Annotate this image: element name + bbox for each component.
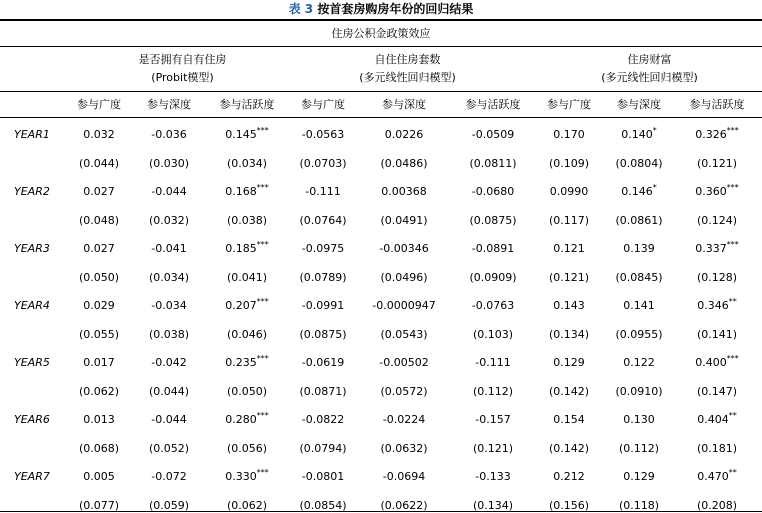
std-error-cell: (0.0861) (615, 214, 663, 227)
std-error-cell: (0.056) (226, 442, 268, 455)
coef-value: 0.00368 (381, 185, 427, 198)
coef-cell (604, 413, 674, 427)
coef-cell (212, 128, 282, 142)
std-error-cell: (0.038) (148, 328, 190, 341)
std-error-cell: (0.0496) (380, 271, 428, 284)
std-error-cell: (0.062) (78, 385, 120, 398)
coef-cell (458, 242, 528, 256)
coef-value: 0.470 (697, 470, 729, 483)
coef-cell (682, 299, 752, 313)
coef-value: 0.212 (553, 470, 585, 483)
coef-cell (288, 356, 358, 370)
coef-value: 0.0226 (384, 128, 424, 141)
group-header-3-model: (多元线性回归模型) (601, 71, 698, 84)
coef-value: 0.154 (553, 413, 585, 426)
std-error-cell: (0.208) (696, 499, 738, 512)
significance-stars: *** (726, 183, 739, 192)
significance-stars: *** (256, 297, 269, 306)
coef-value: 0.143 (553, 299, 585, 312)
std-error-cell: (0.059) (148, 499, 190, 512)
coef-value: 0.145 (225, 128, 257, 141)
coef-value: -0.0991 (301, 299, 345, 312)
coef-value: -0.036 (151, 128, 187, 141)
coef-value: -0.157 (475, 413, 511, 426)
std-error-cell: (0.112) (472, 385, 514, 398)
coef-cell (604, 128, 674, 142)
std-error-cell: (0.121) (472, 442, 514, 455)
std-error-cell: (0.077) (78, 499, 120, 512)
coef-cell (682, 413, 752, 427)
coef-cell (369, 356, 439, 370)
coef-cell (288, 128, 358, 142)
std-error-cell: (0.142) (548, 442, 590, 455)
coef-value: -0.0224 (382, 413, 426, 426)
coef-value: -0.0680 (471, 185, 515, 198)
std-error-cell: (0.030) (148, 157, 190, 170)
std-error-cell: (0.050) (226, 385, 268, 398)
coef-value: 0.207 (225, 299, 257, 312)
col-header-1: 参与广度 (77, 98, 121, 111)
coef-cell (604, 299, 674, 313)
coef-cell (134, 128, 204, 142)
std-error-cell: (0.046) (226, 328, 268, 341)
std-error-cell: (0.0955) (615, 328, 663, 341)
row-label-2: YEAR2 (14, 185, 50, 198)
std-error-cell: (0.181) (696, 442, 738, 455)
coef-cell (369, 413, 439, 427)
coef-value: -0.044 (151, 185, 187, 198)
coef-cell (604, 185, 674, 199)
coef-value: 0.013 (83, 413, 115, 426)
coef-value: -0.0822 (301, 413, 345, 426)
coef-cell (134, 413, 204, 427)
coef-value: -0.042 (151, 356, 187, 369)
coef-value: 0.032 (83, 128, 115, 141)
std-error-cell: (0.0572) (380, 385, 428, 398)
coef-cell (534, 185, 604, 199)
std-error-cell: (0.0543) (380, 328, 428, 341)
coef-cell (458, 470, 528, 484)
group-header-1-name: 是否拥有自有住房 (138, 53, 227, 66)
col-header-4: 参与广度 (301, 98, 345, 111)
coef-cell (534, 299, 604, 313)
std-error-cell: (0.124) (696, 214, 738, 227)
coef-value: 0.129 (623, 470, 655, 483)
coef-cell (369, 128, 439, 142)
coef-value: -0.0509 (471, 128, 515, 141)
coef-cell (604, 356, 674, 370)
std-error-cell: (0.0491) (380, 214, 428, 227)
coef-cell (212, 470, 282, 484)
std-error-cell: (0.147) (696, 385, 738, 398)
std-error-cell: (0.0632) (380, 442, 428, 455)
std-error-cell: (0.142) (548, 385, 590, 398)
coef-value: 0.280 (225, 413, 257, 426)
std-error-cell: (0.103) (472, 328, 514, 341)
coef-cell (682, 470, 752, 484)
coef-value: 0.121 (553, 242, 585, 255)
std-error-cell: (0.0875) (469, 214, 517, 227)
coef-value: -0.0000947 (372, 299, 436, 312)
table-title (0, 2, 762, 16)
top-rule (0, 19, 762, 21)
std-error-cell: (0.0875) (299, 328, 347, 341)
coef-value: -0.111 (475, 356, 511, 369)
std-error-cell: (0.032) (148, 214, 190, 227)
coef-cell (288, 470, 358, 484)
coef-value: -0.00346 (379, 242, 429, 255)
significance-stars: * (652, 183, 657, 192)
coef-value: -0.0694 (382, 470, 426, 483)
coef-value: 0.360 (695, 185, 727, 198)
std-error-cell: (0.134) (548, 328, 590, 341)
coef-cell (369, 470, 439, 484)
coef-value: 0.140 (621, 128, 653, 141)
std-error-cell: (0.0811) (469, 157, 517, 170)
coef-value: 0.326 (695, 128, 727, 141)
coef-value: 0.404 (697, 413, 729, 426)
group-header-1-model: (Probit模型) (151, 71, 214, 84)
std-error-cell: (0.112) (618, 442, 660, 455)
row-label-4: YEAR4 (14, 299, 50, 312)
row-label-5: YEAR5 (14, 356, 50, 369)
coef-value: 0.017 (83, 356, 115, 369)
coef-value: -0.0763 (471, 299, 515, 312)
coef-value: 0.330 (225, 470, 257, 483)
row-label-1: YEAR1 (14, 128, 50, 141)
coef-value: 0.139 (623, 242, 655, 255)
std-error-cell: (0.0910) (615, 385, 663, 398)
significance-stars: *** (256, 126, 269, 135)
std-error-cell: (0.050) (78, 271, 120, 284)
significance-stars: ** (728, 297, 737, 306)
coef-value: -0.0801 (301, 470, 345, 483)
bottom-rule (0, 511, 762, 512)
coef-value: 0.185 (225, 242, 257, 255)
coef-value: -0.0975 (301, 242, 345, 255)
std-error-cell: (0.044) (78, 157, 120, 170)
std-error-cell: (0.156) (548, 499, 590, 512)
col-header-3: 参与活跃度 (219, 98, 275, 111)
table-title-number: 表 3 (288, 2, 314, 16)
col-header-6: 参与活跃度 (465, 98, 521, 111)
coef-value: 0.0990 (549, 185, 589, 198)
coef-value: 0.400 (695, 356, 727, 369)
std-error-cell: (0.048) (78, 214, 120, 227)
col-header-8: 参与深度 (617, 98, 661, 111)
std-error-cell: (0.038) (226, 214, 268, 227)
significance-stars: ** (728, 411, 737, 420)
significance-stars: *** (726, 354, 739, 363)
coef-cell (534, 413, 604, 427)
section-header: 住房公积金政策效应 (331, 27, 431, 40)
coef-value: 0.122 (623, 356, 655, 369)
std-error-cell: (0.062) (226, 499, 268, 512)
significance-stars: *** (256, 354, 269, 363)
col-header-7: 参与广度 (547, 98, 591, 111)
significance-stars: *** (256, 240, 269, 249)
coef-value: -0.041 (151, 242, 187, 255)
coef-value: 0.005 (83, 470, 115, 483)
col-header-9: 参与活跃度 (689, 98, 745, 111)
coef-cell (458, 413, 528, 427)
std-error-cell: (0.118) (618, 499, 660, 512)
coef-cell (288, 242, 358, 256)
coef-value: -0.034 (151, 299, 187, 312)
coef-value: -0.111 (305, 185, 341, 198)
std-error-cell: (0.117) (548, 214, 590, 227)
coef-value: -0.044 (151, 413, 187, 426)
coef-cell (682, 128, 752, 142)
coef-cell (288, 299, 358, 313)
group-rule (0, 91, 762, 92)
coef-cell (134, 356, 204, 370)
table-title-text: 按首套房购房年份的回归结果 (317, 2, 474, 16)
coef-cell (458, 299, 528, 313)
row-label-3: YEAR3 (14, 242, 50, 255)
coef-cell (64, 470, 134, 484)
std-error-cell: (0.134) (472, 499, 514, 512)
std-error-cell: (0.121) (548, 271, 590, 284)
std-error-cell: (0.0845) (615, 271, 663, 284)
coef-cell (64, 128, 134, 142)
coef-cell (64, 185, 134, 199)
coef-cell (369, 185, 439, 199)
coef-value: -0.00502 (379, 356, 429, 369)
group-header-2-model: (多元线性回归模型) (359, 71, 456, 84)
coef-value: 0.027 (83, 242, 115, 255)
std-error-cell: (0.0794) (299, 442, 347, 455)
significance-stars: *** (726, 126, 739, 135)
coef-cell (458, 356, 528, 370)
col-header-2: 参与深度 (147, 98, 191, 111)
group-header-3-name: 住房财富 (627, 53, 672, 66)
std-error-cell: (0.034) (148, 271, 190, 284)
section-rule (0, 46, 762, 47)
significance-stars: *** (256, 411, 269, 420)
coef-value: -0.072 (151, 470, 187, 483)
std-error-cell: (0.068) (78, 442, 120, 455)
coef-value: 0.346 (697, 299, 729, 312)
coef-cell (534, 242, 604, 256)
coef-value: -0.0563 (301, 128, 345, 141)
std-error-cell: (0.055) (78, 328, 120, 341)
coef-cell (682, 185, 752, 199)
coef-cell (534, 356, 604, 370)
std-error-cell: (0.109) (548, 157, 590, 170)
coef-cell (134, 185, 204, 199)
std-error-cell: (0.121) (696, 157, 738, 170)
coef-cell (212, 185, 282, 199)
coef-value: -0.133 (475, 470, 511, 483)
coef-value: -0.0891 (471, 242, 515, 255)
coef-cell (134, 470, 204, 484)
std-error-cell: (0.0486) (380, 157, 428, 170)
coef-value: 0.168 (225, 185, 257, 198)
coef-cell (288, 185, 358, 199)
coef-cell (212, 299, 282, 313)
std-error-cell: (0.044) (148, 385, 190, 398)
coef-cell (134, 299, 204, 313)
coef-cell (604, 470, 674, 484)
coef-cell (604, 242, 674, 256)
row-label-6: YEAR6 (14, 413, 50, 426)
coef-value: 0.029 (83, 299, 115, 312)
coef-cell (134, 242, 204, 256)
coef-cell (369, 242, 439, 256)
coef-value: 0.170 (553, 128, 585, 141)
coef-cell (682, 356, 752, 370)
significance-stars: ** (728, 468, 737, 477)
coef-cell (288, 413, 358, 427)
coef-value: 0.027 (83, 185, 115, 198)
group-header-2-name: 自住住房套数 (374, 53, 441, 66)
std-error-cell: (0.052) (148, 442, 190, 455)
coef-cell (64, 413, 134, 427)
std-error-cell: (0.0622) (380, 499, 428, 512)
header-rule (0, 117, 762, 118)
significance-stars: * (652, 126, 657, 135)
coef-cell (534, 128, 604, 142)
coef-cell (682, 242, 752, 256)
coef-value: 0.337 (695, 242, 727, 255)
coef-value: 0.235 (225, 356, 257, 369)
coef-cell (64, 242, 134, 256)
coef-cell (64, 356, 134, 370)
coef-cell (534, 470, 604, 484)
coef-cell (212, 242, 282, 256)
significance-stars: *** (256, 468, 269, 477)
coef-value: 0.129 (553, 356, 585, 369)
significance-stars: *** (256, 183, 269, 192)
std-error-cell: (0.034) (226, 157, 268, 170)
coef-value: 0.146 (621, 185, 653, 198)
std-error-cell: (0.0804) (615, 157, 663, 170)
coef-value: 0.141 (623, 299, 655, 312)
significance-stars: *** (726, 240, 739, 249)
std-error-cell: (0.0854) (299, 499, 347, 512)
std-error-cell: (0.141) (696, 328, 738, 341)
std-error-cell: (0.0909) (469, 271, 517, 284)
coef-cell (212, 413, 282, 427)
std-error-cell: (0.0764) (299, 214, 347, 227)
std-error-cell: (0.0871) (299, 385, 347, 398)
coef-cell (64, 299, 134, 313)
coef-value: -0.0619 (301, 356, 345, 369)
coef-value: 0.130 (623, 413, 655, 426)
coef-cell (458, 185, 528, 199)
std-error-cell: (0.0789) (299, 271, 347, 284)
std-error-cell: (0.128) (696, 271, 738, 284)
coef-cell (212, 356, 282, 370)
col-header-5: 参与深度 (382, 98, 426, 111)
std-error-cell: (0.0703) (299, 157, 347, 170)
std-error-cell: (0.041) (226, 271, 268, 284)
coef-cell (458, 128, 528, 142)
coef-cell (369, 299, 439, 313)
row-label-7: YEAR7 (14, 470, 50, 483)
